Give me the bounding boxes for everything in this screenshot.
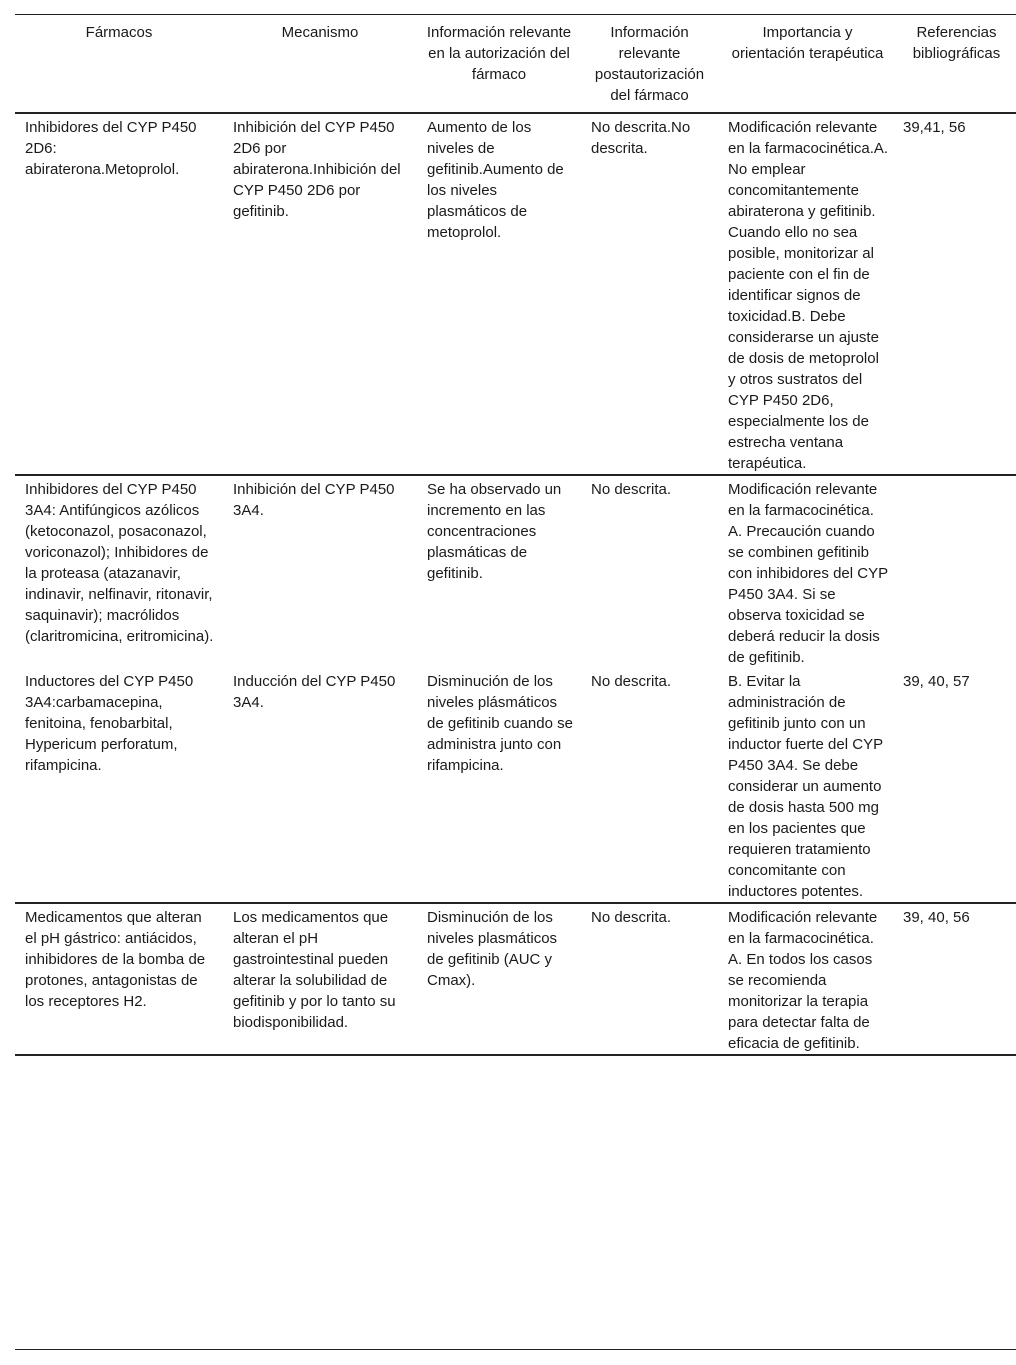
table-row bbox=[15, 113, 1016, 475]
table-row bbox=[15, 668, 1016, 903]
header-mecanismo: Mecanismo bbox=[281, 24, 359, 41]
cell-referencias: 39,41, 56 bbox=[903, 119, 966, 136]
cell-autorizacion: Aumento de los niveles de gefitinib.Aumento de los niveles plasmáticos de metoprolol. bbox=[427, 119, 564, 241]
cell-autorizacion: Disminución de los niveles plasmáticos de gefitinib (AUC y Cmax). bbox=[427, 909, 558, 989]
interactions-table bbox=[15, 14, 1016, 1056]
header-row bbox=[15, 15, 1016, 114]
cell-farmacos: Inhibidores del CYP P450 2D6: abiraterona.Metoprolol. bbox=[25, 119, 197, 178]
cell-farmacos: Inductores del CYP P450 3A4:carbamacepina, fenitoina, fenobarbital, Hypericum perforatum, rifampicina. bbox=[25, 673, 194, 774]
header-postautorizacion: Información relevante postautorización del fármaco bbox=[594, 24, 705, 104]
table-header bbox=[15, 15, 1016, 114]
cell-postautorizacion: No descrita. bbox=[591, 481, 672, 498]
cell-referencias bbox=[897, 475, 1016, 668]
cell-postautorizacion: No descrita.No descrita. bbox=[591, 119, 691, 157]
cell-referencias: 39, 40, 57 bbox=[903, 673, 970, 690]
header-referencias: Referencias bibliográficas bbox=[912, 24, 1001, 62]
cell-mecanismo: Los medicamentos que alteran el pH gastrointestinal pueden alterar la solubilidad de gefitinib y por lo tanto su biodisponibilidad. bbox=[233, 909, 396, 1031]
cell-importancia: Modificación relevante en la farmacocinética. A. Precaución cuando se combinen gefitinib con inhibidores del CYP P450 3A4. Si se observa toxicidad se deberá reducir la dosis de gefitinib. bbox=[728, 481, 888, 666]
cell-mecanismo: Inducción del CYP P450 3A4. bbox=[233, 673, 396, 711]
cell-mecanismo: Inhibición del CYP P450 2D6 por abiraterona.Inhibición del CYP P450 2D6 por gefitinib. bbox=[233, 119, 401, 220]
cell-mecanismo: Inhibición del CYP P450 3A4. bbox=[233, 481, 395, 519]
cell-farmacos: Medicamentos que alteran el pH gástrico: antiácidos, inhibidores de la bomba de protones, antagonistas de los receptores H2. bbox=[25, 909, 206, 1010]
table-row bbox=[15, 475, 1016, 668]
header-farmacos: Fármacos bbox=[85, 24, 153, 41]
table-body bbox=[15, 113, 1016, 1055]
cell-referencias: 39, 40, 56 bbox=[903, 909, 970, 926]
cell-importancia: Modificación relevante en la farmacocinética.A. No emplear concomitantemente abiraterona y gefitinib. Cuando ello no sea posible, monitorizar al paciente con el fin de identificar signos de toxicidad.B. Debe considerarse un ajuste de dosis de metoprolol y otros sustratos del CYP P450 2D6, especialmente los de estrecha ventana terapéutica. bbox=[728, 119, 889, 472]
table-row bbox=[15, 903, 1016, 1055]
cell-postautorizacion: No descrita. bbox=[591, 673, 672, 690]
cell-importancia: B. Evitar la administración de gefitinib junto con un inductor fuerte del CYP P450 3A4. Se debe considerar un aumento de dosis hasta 500 mg en los pacientes que requieren tratamiento concomitante con inductores potentes. bbox=[728, 673, 883, 900]
header-importancia: Importancia y orientación terapéutica bbox=[731, 24, 884, 62]
cell-farmacos: Inhibidores del CYP P450 3A4: Antifúngicos azólicos (ketoconazol, posaconazol, voriconazol); Inhibidores de la proteasa (atazanavir, indinavir, nelfinavir, ritonavir, saquinavir); macrólidos (claritromicina, eritromicina). bbox=[25, 481, 214, 645]
cell-postautorizacion: No descrita. bbox=[591, 909, 672, 926]
cell-autorizacion: Disminución de los niveles plásmáticos de gefitinib cuando se administra junto con rifampicina. bbox=[427, 673, 573, 774]
table-bottom-rule bbox=[15, 1349, 1016, 1350]
cell-autorizacion: Se ha observado un incremento en las concentraciones plasmáticas de gefitinib. bbox=[427, 481, 562, 582]
header-autorizacion: Información relevante en la autorización del fármaco bbox=[426, 24, 572, 83]
cell-importancia: Modificación relevante en la farmacocinética. A. En todos los casos se recomienda monitorizar la terapia para detectar falta de eficacia de gefitinib. bbox=[728, 909, 878, 1052]
